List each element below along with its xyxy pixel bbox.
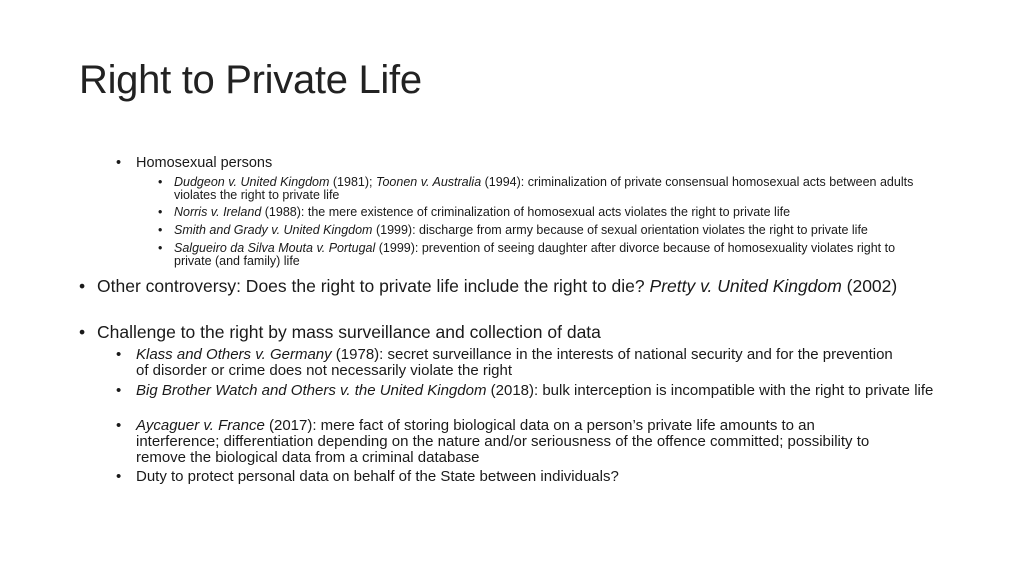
bullet-dot: • — [79, 276, 86, 296]
case-detail: (1999): prevention of seeing daughter after divorce because of homosexuality violates right to private (and family) life — [174, 241, 896, 268]
case-name: Aycaguer v. France — [136, 417, 265, 434]
bullet-dot: • — [116, 417, 122, 434]
bullet-dot: • — [116, 346, 122, 363]
case-smith-grady — [158, 223, 954, 237]
case-dudgeon-toonen — [158, 175, 954, 202]
case-name: Smith and Grady v. United Kingdom — [174, 223, 373, 237]
bullet-dot: • — [158, 205, 163, 219]
bullet-text: Duty to protect personal data on behalf of the State between individuals? — [136, 468, 619, 485]
bullet-dot: • — [158, 223, 163, 237]
case-name: Pretty v. United Kingdom — [649, 276, 842, 296]
slide-title: Right to Private Life — [79, 58, 422, 102]
case-detail: (2017): mere fact of storing biological data on a person’s private life amounts to an interference; differentiation depending on the nature and/or seriousness of the offence committed; possibility to remove the biological data from a criminal database — [136, 417, 870, 466]
case-detail: (1994): criminalization of private consensual homosexual acts between adults violates the right to private life — [174, 175, 914, 202]
case-name: Toonen v. Australia — [375, 175, 482, 189]
case-year: (1981); — [329, 175, 376, 189]
case-name: Salgueiro da Silva Mouta v. Portugal — [174, 241, 376, 255]
bullet-dot: • — [116, 468, 122, 485]
case-detail: (1988): the mere existence of criminalization of homosexual acts violates the right to private life — [261, 205, 791, 219]
case-detail: (1999): discharge from army because of sexual orientation violates the right to private life — [372, 223, 868, 237]
case-name: Big Brother Watch and Others v. the United Kingdom — [136, 382, 487, 399]
case-detail: (2018): bulk interception is incompatible with the right to private life — [486, 382, 934, 399]
case-salgueiro — [158, 241, 934, 268]
case-year: (2002) — [841, 276, 898, 296]
bullet-dot: • — [79, 322, 86, 342]
bullet-dot: • — [116, 155, 122, 171]
bullet-homosexual-persons — [116, 155, 936, 171]
bullet-text: Challenge to the right by mass surveillance and collection of data — [97, 322, 601, 342]
bullet-dot: • — [116, 382, 122, 399]
case-detail: (1978): secret surveillance in the interests of national security and for the prevention of disorder or crime does not necessarily violate the right — [136, 346, 893, 379]
bullet-duty-protect-data — [116, 468, 936, 485]
case-name: Norris v. Ireland — [174, 205, 262, 219]
bullet-dot: • — [158, 175, 163, 189]
bullet-text: Homosexual persons — [136, 155, 273, 171]
bullet-other-controversy — [79, 276, 957, 296]
bullet-dot: • — [158, 241, 163, 255]
case-norris — [158, 205, 954, 219]
case-klass — [116, 346, 906, 379]
case-name: Dudgeon v. United Kingdom — [174, 175, 330, 189]
case-aycaguer — [116, 417, 896, 466]
bullet-mass-surveillance — [79, 322, 957, 342]
case-name: Klass and Others v. Germany — [136, 346, 332, 363]
case-big-brother-watch — [116, 382, 936, 399]
bullet-text: Other controversy: Does the right to private life include the right to die? — [97, 276, 650, 296]
